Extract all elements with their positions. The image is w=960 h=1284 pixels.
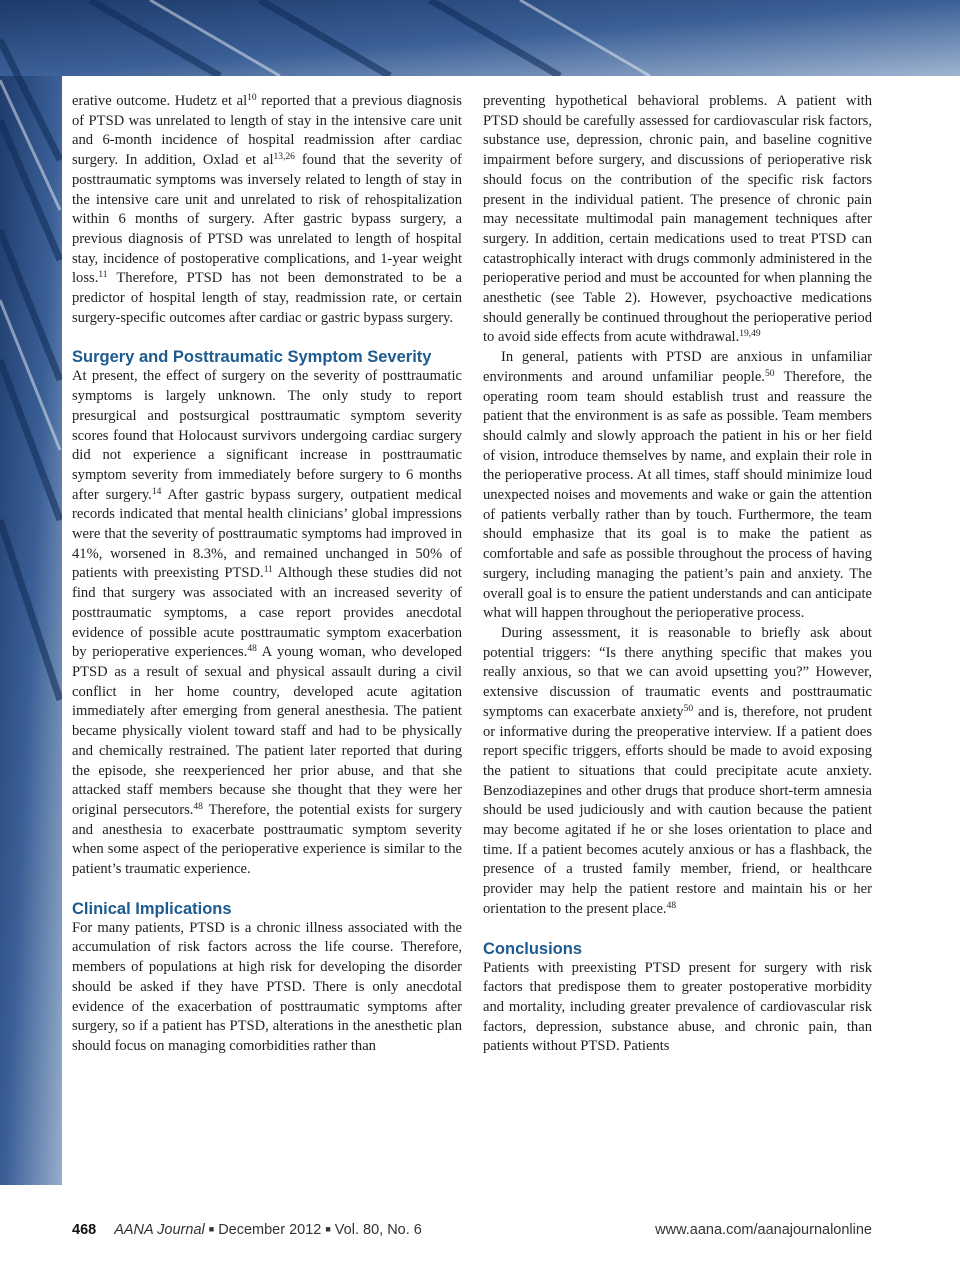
citation-superscript: 11 bbox=[98, 270, 108, 281]
right-paragraph-2: In general, patients with PTSD are anxious in unfamiliar environments and around unfamiliar people.$^{50}$ Therefore, the operating room team should establish trust and reassure the patient that the environment is as safe as possible. Team members should calmly and slowly approach the patient in his or her field of vision, introduce themselves by name, and explain their role in the perioperative process. At all times, staff should minimize loud unexpected noises and movements and wake or gain the attention of patients verbally rather than by touch. Furthermore, the team should emphasize that its goal is to make the patient as comfortable and safe as possible throughout the process of having surgery, including managing the patient’s pain and anxiety. The overall goal is to ensure the patient understands and can anticipate what will happen throughout the perioperative process. bbox=[483, 349, 872, 622]
left-column bbox=[72, 92, 462, 1057]
right-paragraph-1: preventing hypothetical behavioral problems. A patient with PTSD should be carefully assessed for cardiovascular risk factors, substance use, depression, chronic pain, and baseline cognitive impairment before surgery, and discussions of perioperative risk should focus on the contribution of the specific risk factors present in the individual patient. The presence of chronic pain may necessitate multimodal pain management techniques after surgery. In addition, certain medications used to treat PTSD can catastrophically interact with drugs commonly administered in the perioperative period and must be accounted for when planning the anesthetic (see Table 2). However, psychoactive medications should generally be continued throughout the perioperative period to avoid side effects from acute withdrawal.$^{19,49}$ bbox=[483, 93, 872, 346]
issue-date: December 2012 bbox=[218, 1222, 322, 1238]
left-paragraph-2: At present, the effect of surgery on the severity of posttraumatic symptoms is largely unknown. The only study to report presurgical and postsurgical posttraumatic symptom severity scores found that Holocaust survivors undergoing cardiac surgery did not experience a significant increase in posttraumatic symptom severity from immediately before surgery to 6 months after surgery.$^{14}$ After gastric bypass surgery, outpatient medical records indicated that mental health clinicians’ global impressions were that the severity of posttraumatic symptoms had improved in 41%, worsened in 8.3%, and remained unchanged in 50% of patients with preexisting PTSD.$^{11}$ Although these studies did not find that surgery was associated with an increased severity of posttraumatic symptoms, a case report provides anecdotal evidence of possible acute posttraumatic symptom exacerbation by perioperative experiences.$^{48}$ A young woman, who developed PTSD as a result of sexual and physical assault during a civil conflict in her home country, developed acute agitation immediately after emerging from general anesthesia. The patient became physically violent toward staff and had to be physically and chemically restrained. The patient later reported that during the episode, she reexperienced her prior abuse, and that she attacked staff members because she thought that they were her original persecutors.$^{48}$ Therefore, the potential exists for surgery and anesthesia to exacerbate posttraumatic symptom severity when some aspect of the perioperative experience is similar to the patient’s traumatic experience. bbox=[72, 368, 462, 878]
citation-superscript: 48 bbox=[193, 801, 203, 812]
citation-superscript: 19,49 bbox=[739, 329, 761, 340]
citation-superscript: 50 bbox=[764, 368, 775, 379]
citation-superscript: 13,26 bbox=[273, 152, 295, 163]
citation-superscript: 50 bbox=[683, 703, 694, 714]
left-paragraph-3: For many patients, PTSD is a chronic illness associated with the accumulation of risk factors across the life course. Therefore, members of populations at high risk for developing the disorder should be asked if they have PTSD. There is only anecdotal evidence of the exacerbation of posttraumatic symptoms after surgery, so if a patient has PTSD, alterations in the anesthetic plan should focus on managing comorbidities rather than bbox=[72, 919, 462, 1054]
volume-issue: Vol. 80, No. 6 bbox=[334, 1222, 422, 1238]
right-paragraph-4: Patients with preexisting PTSD present for surgery with risk factors that predispose them to greater postoperative morbidity and mortality, including greater prevalence of cardiovascular risk factors, depression, substance abuse, and chronic pain, than patients without PTSD. Patients bbox=[483, 959, 872, 1055]
citation-superscript: 11 bbox=[263, 565, 273, 576]
citation-superscript: 48 bbox=[666, 900, 677, 911]
page-footer bbox=[72, 1222, 872, 1242]
journal-website-link[interactable]: www.aana.com/aanajournalonline bbox=[655, 1222, 872, 1238]
page-number: 468 bbox=[72, 1222, 97, 1238]
section-heading-surgery: Surgery and Posttraumatic Symptom Severity bbox=[72, 348, 432, 367]
separator-square-icon: ■ bbox=[325, 1224, 331, 1234]
section-heading-clinical: Clinical Implications bbox=[72, 899, 232, 918]
journal-name: AANA Journal bbox=[114, 1222, 205, 1238]
citation-superscript: 48 bbox=[247, 644, 257, 655]
citation-superscript: 14 bbox=[151, 486, 162, 497]
right-paragraph-3: During assessment, it is reasonable to briefly ask about potential triggers: “Is there anything specific that makes you really anxious, so that we can avoid upsetting you?” However, extensive discussion of traumatic events and posttraumatic symptoms can exacerbate anxiety$^{50}$ and is, therefore, not prudent or informative during the preoperative interview. If a patient does report specific triggers, efforts should be made to avoid exposing the patient to situations that could precipitate acute anxiety. Benzodiazepines and other drugs that produce short-term amnesia should be used judiciously and with caution because the patient may become agitated if he or she loses orientation to place and time. If a patient becomes acutely anxious or has a flashback, the presence of a trusted family member, friend, or healthcare provider may help the patient restore and maintain his or her orientation to the present place.$^{48}$ bbox=[483, 624, 873, 917]
separator-square-icon: ■ bbox=[208, 1224, 215, 1234]
right-column bbox=[483, 92, 872, 1057]
section-heading-conclusions: Conclusions bbox=[483, 939, 583, 958]
left-paragraph-1: erative outcome. Hudetz et $al^{10}$ reported that a previous diagnosis of PTSD was unrelated to length of stay in the intensive care unit and 6-month incidence of hospital readmission after cardiac surgery. In addition, Oxlad et al$^{13,26}$ found that the severity of posttraumatic symptoms was inversely related to length of stay in the intensive care unit and unrelated to risk of rehospitalization within 6 months of surgery. After gastric bypass surgery, a previous diagnosis of PTSD was unrelated to length of hospital stay, incidence of postoperative complications, and 1-year weight loss.$^{11}$ Therefore, PTSD has not been demonstrated to be a predictor of hospital length of stay, readmission rate, or certain surgery-specific outcomes after cardiac or gastric bypass surgery. bbox=[72, 93, 463, 326]
citation-superscript: 10 bbox=[247, 93, 257, 103]
